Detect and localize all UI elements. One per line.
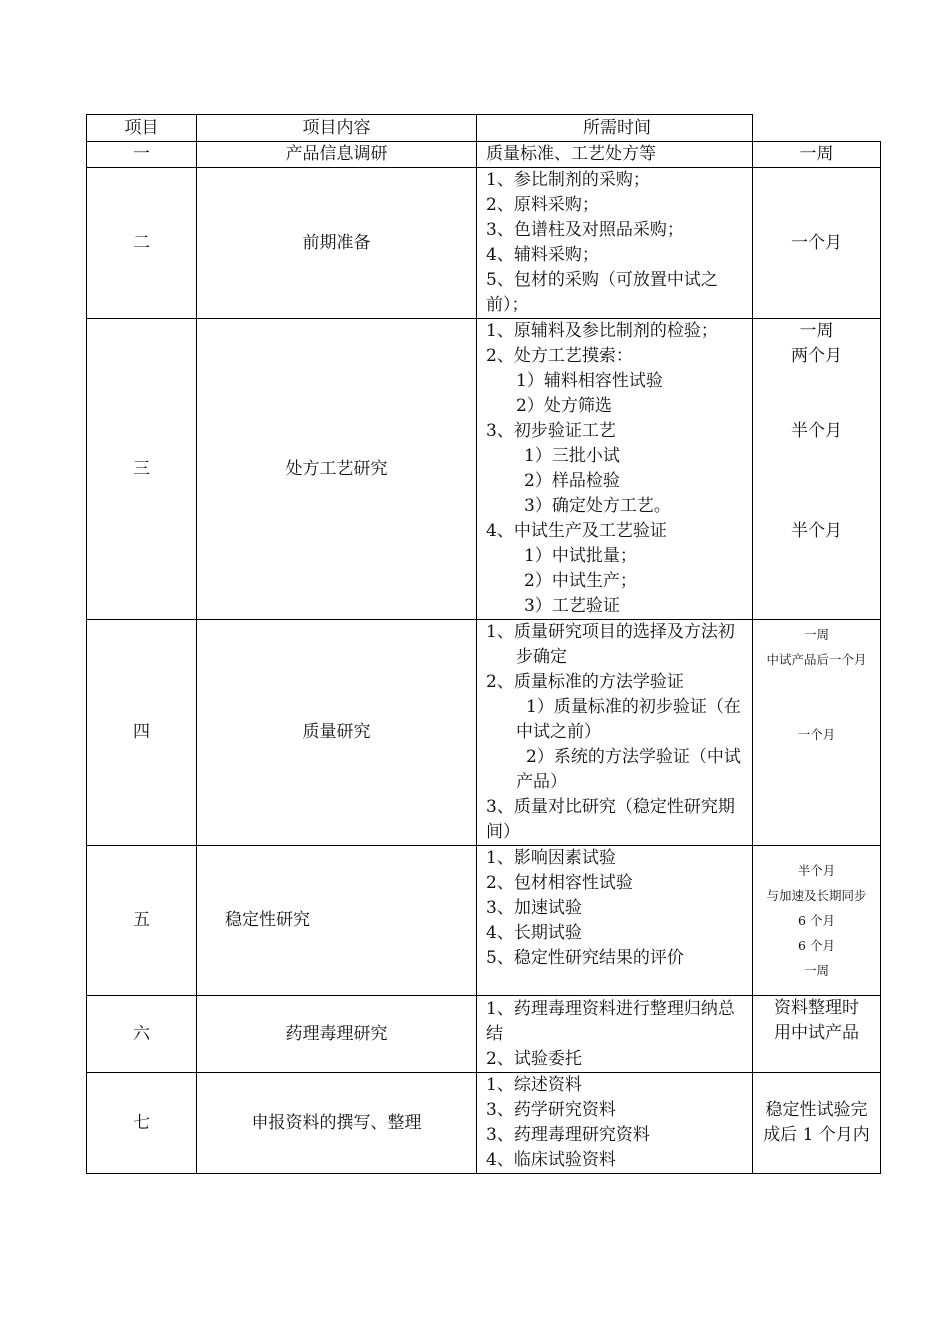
row-details — [477, 846, 753, 996]
detail-line: 4、辅料采购； — [486, 245, 599, 265]
row-content: 质量研究 — [197, 620, 477, 846]
project-schedule-table — [86, 114, 881, 1174]
row-time — [753, 996, 881, 1073]
detail-line: 1、综述资料 — [486, 1075, 582, 1095]
detail-line: 4、临床试验资料 — [486, 1150, 616, 1170]
detail-line: 1、药理毒理资料进行整理归纳总结 — [486, 998, 735, 1044]
row-details — [477, 142, 753, 168]
detail-line: 1）三批小试 — [524, 446, 620, 466]
time-line: 6 个月 — [798, 913, 835, 928]
row-details — [477, 620, 753, 846]
detail-line: 3、药理毒理研究资料 — [486, 1125, 650, 1145]
row-content: 产品信息调研 — [197, 142, 477, 168]
detail-line: 2）中试生产； — [524, 571, 637, 591]
time-line: 两个月 — [791, 346, 842, 366]
time-line: 半个月 — [797, 863, 836, 878]
row-time — [753, 142, 881, 168]
table-row — [87, 1073, 881, 1174]
row-number: 四 — [87, 620, 197, 846]
row-content: 前期准备 — [197, 168, 477, 319]
detail-line: 3、药学研究资料 — [486, 1100, 616, 1120]
row-content: 处方工艺研究 — [197, 319, 477, 620]
detail-line: 1）辅料相容性试验 — [516, 371, 663, 391]
detail-line: 3）工艺验证 — [524, 596, 620, 616]
row-number: 一 — [87, 142, 197, 168]
row-time — [753, 846, 881, 996]
detail-line: 3、加速试验 — [486, 898, 582, 918]
row-content: 药理毒理研究 — [197, 996, 477, 1073]
table-row — [87, 319, 881, 620]
detail-line: 2、原料采购； — [486, 195, 599, 215]
detail-line: 2）处方筛选 — [516, 396, 612, 416]
time-line: 半个月 — [791, 521, 842, 541]
row-number: 二 — [87, 168, 197, 319]
detail-line: 1、质量研究项目的选择及方法初步确定 — [486, 622, 735, 667]
time-line: 中试产品后一个月 — [766, 652, 867, 667]
detail-line: 2、质量标准的方法学验证 — [486, 672, 684, 692]
detail-line: 2、包材相容性试验 — [486, 873, 633, 893]
time-line: 资料整理时用中试产品 — [774, 998, 859, 1043]
row-number: 三 — [87, 319, 197, 620]
detail-line: 5、稳定性研究结果的评价 — [486, 948, 684, 968]
detail-line: 3、色谱柱及对照品采购； — [486, 220, 684, 240]
detail-line: 质量标准、工艺处方等 — [486, 144, 656, 164]
time-line: 一周 — [799, 321, 834, 341]
detail-line: 2、处方工艺摸索： — [486, 346, 633, 366]
detail-line: 3、初步验证工艺 — [486, 421, 616, 441]
table-row — [87, 620, 881, 846]
row-content: 稳定性研究 — [197, 846, 477, 996]
header-cell-time: 所需时间 — [477, 115, 753, 142]
time-line: 6 个月 — [798, 938, 835, 953]
detail-line: 3）确定处方工艺。 — [524, 496, 671, 516]
row-number: 五 — [87, 846, 197, 996]
detail-line: 2、试验委托 — [486, 1048, 582, 1069]
table-row — [87, 846, 881, 996]
time-line: 与加速及长期同步 — [766, 888, 867, 903]
detail-line: 1）中试批量； — [524, 546, 637, 566]
detail-line: 1、参比制剂的采购； — [486, 170, 650, 190]
time-line: 半个月 — [791, 421, 842, 441]
table-header-row — [87, 115, 881, 142]
row-time — [753, 168, 881, 319]
detail-line: 1、原辅料及参比制剂的检验； — [486, 321, 718, 341]
row-time — [753, 319, 881, 620]
detail-line: 1、影响因素试验 — [486, 848, 616, 868]
time-line: 稳定性试验完成后 1 个月内 — [763, 1100, 870, 1145]
row-details — [477, 1073, 753, 1174]
row-content: 申报资料的撰写、整理 — [197, 1073, 477, 1174]
row-details — [477, 996, 753, 1073]
row-number: 六 — [87, 996, 197, 1073]
detail-line: 4、中试生产及工艺验证 — [486, 521, 667, 541]
time-line: 一周 — [803, 627, 829, 642]
header-cell-content: 项目内容 — [197, 115, 477, 142]
time-line: 一周 — [799, 144, 834, 164]
row-number: 七 — [87, 1073, 197, 1174]
time-line: 一个月 — [797, 727, 836, 742]
detail-line: 2）系统的方法学验证（中试产品） — [516, 747, 741, 792]
header-cell-empty — [753, 115, 881, 142]
table-row — [87, 142, 881, 168]
detail-line: 3、质量对比研究（稳定性研究期间） — [486, 797, 735, 842]
row-time — [753, 1073, 881, 1174]
header-cell-item: 项目 — [87, 115, 197, 142]
row-details — [477, 319, 753, 620]
detail-line: 1）质量标准的初步验证（在中试之前） — [516, 697, 741, 742]
detail-line: 5、包材的采购（可放置中试之前）； — [486, 270, 718, 315]
time-line: 一个月 — [791, 232, 842, 253]
table-row — [87, 168, 881, 319]
row-time — [753, 620, 881, 846]
row-details — [477, 168, 753, 319]
time-line: 一周 — [803, 963, 829, 978]
detail-line: 4、长期试验 — [486, 923, 582, 943]
table-row — [87, 996, 881, 1073]
detail-line: 2）样品检验 — [524, 471, 620, 491]
